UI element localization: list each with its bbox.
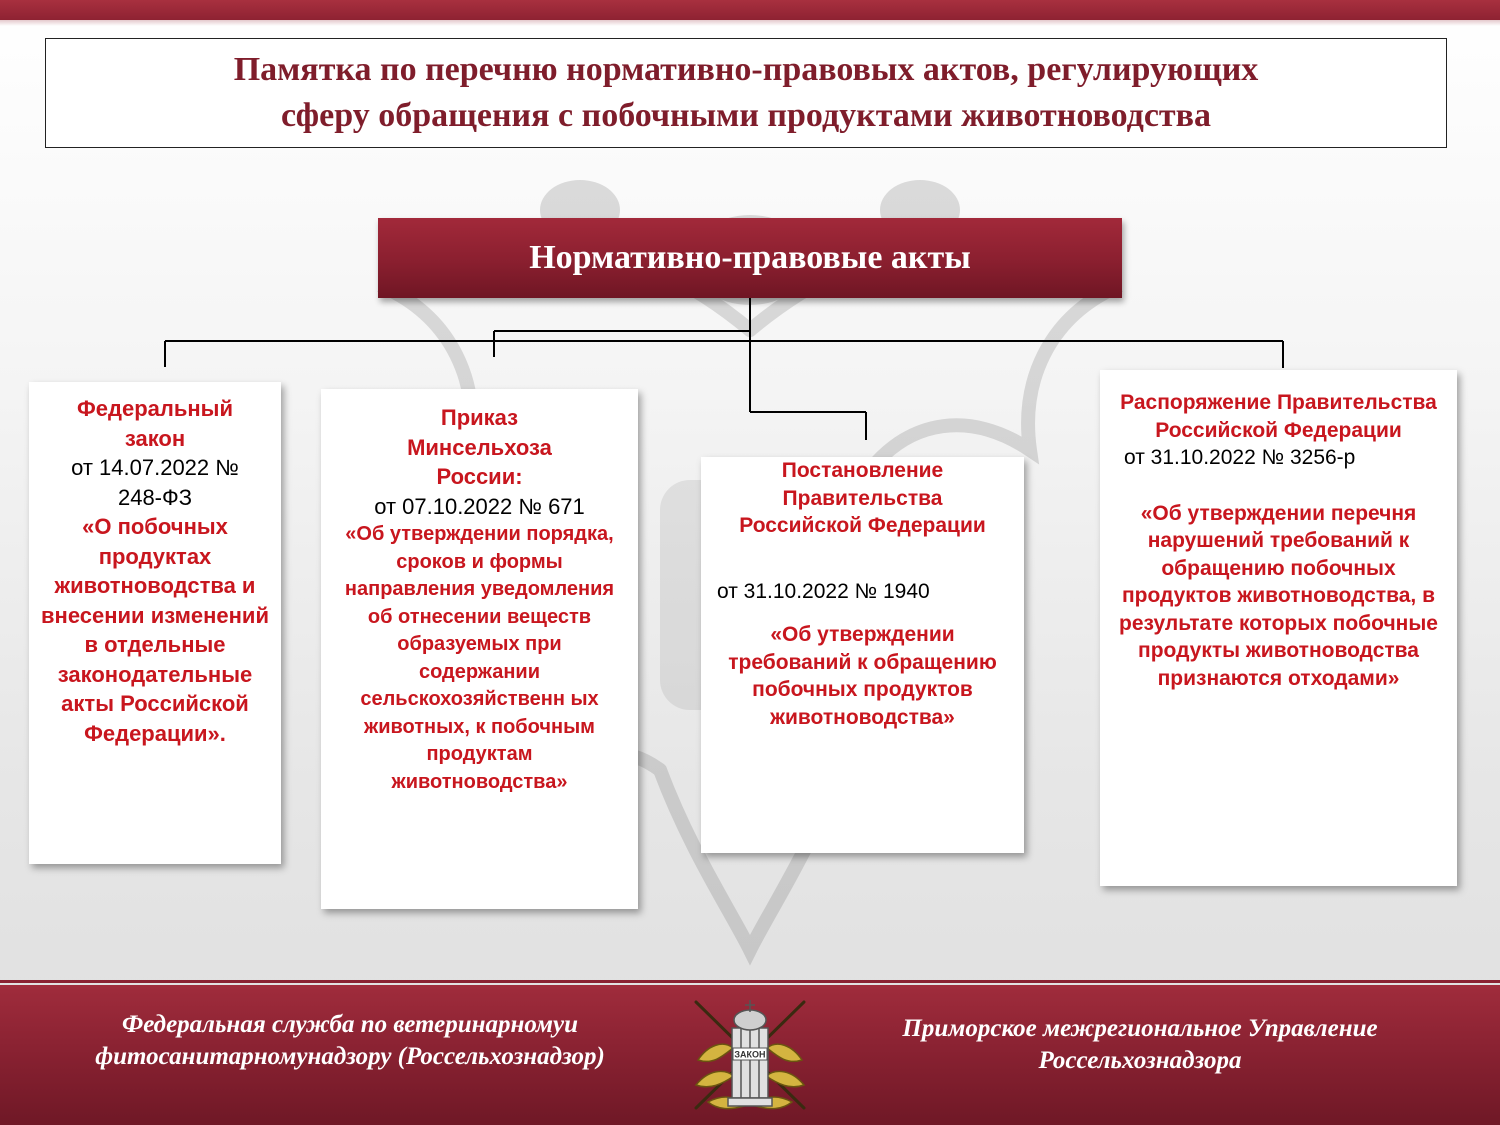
card-number: от 07.10.2022 № 671 [374, 493, 585, 519]
card-ministry-order [321, 389, 638, 909]
card-subject: «Об утверждении перечня нарушений требований к обращению побочных продуктов животноводства, в результате которых побочные продукты животноводства признаются отходами» [1119, 501, 1438, 690]
card-title: Приказ Минсельхоза России: [407, 405, 552, 489]
card-number: от 31.10.2022 № 1940 [717, 579, 930, 603]
page-title-box [45, 38, 1447, 148]
footer-agency-name: Федеральная служба по ветеринарномуи фитосанитарномунадзору (Россельхознадзор) [95, 1011, 605, 1070]
card-government-order [1100, 370, 1457, 886]
root-node-label: Нормативно-правовые акты [529, 239, 971, 276]
logo-text: ЗАКОН [734, 1049, 766, 1060]
card-title: Распоряжение Правительства Российской Федерации [1120, 391, 1437, 442]
card-government-decree [701, 457, 1024, 853]
card-federal-law [29, 382, 281, 864]
card-number: от 31.10.2022 № 3256-р [1124, 446, 1356, 469]
top-bar [0, 0, 1500, 20]
card-title: Постановление Правительства Российской Федерации [739, 459, 986, 537]
footer-regional-office: Приморское межрегиональное Управление Россельхознадзора [902, 1015, 1378, 1074]
law-emblem-logo-icon [678, 990, 822, 1120]
root-node [378, 218, 1122, 298]
card-subject: «О побочных продуктах животноводства и внесении изменений в отдельные законодательные акты Российской Федерации». [41, 514, 269, 746]
card-subject: «Об утверждении порядка, сроков и формы направления уведомления об отнесении веществ образуемых при содержании сельскохозяйственн ых животных, к побочным продуктам животноводства» [344, 523, 615, 793]
card-number: от 14.07.2022 № 248-ФЗ [71, 455, 239, 510]
footer-divider [0, 980, 1500, 983]
card-title: Федеральный закон [77, 396, 233, 451]
card-subject: «Об утверждении требований к обращению побочных продуктов животноводства» [728, 623, 997, 729]
page-title: Памятка по перечню нормативно-правовых актов, регулирующих сферу обращения с побочными продуктами животноводства [233, 51, 1259, 134]
